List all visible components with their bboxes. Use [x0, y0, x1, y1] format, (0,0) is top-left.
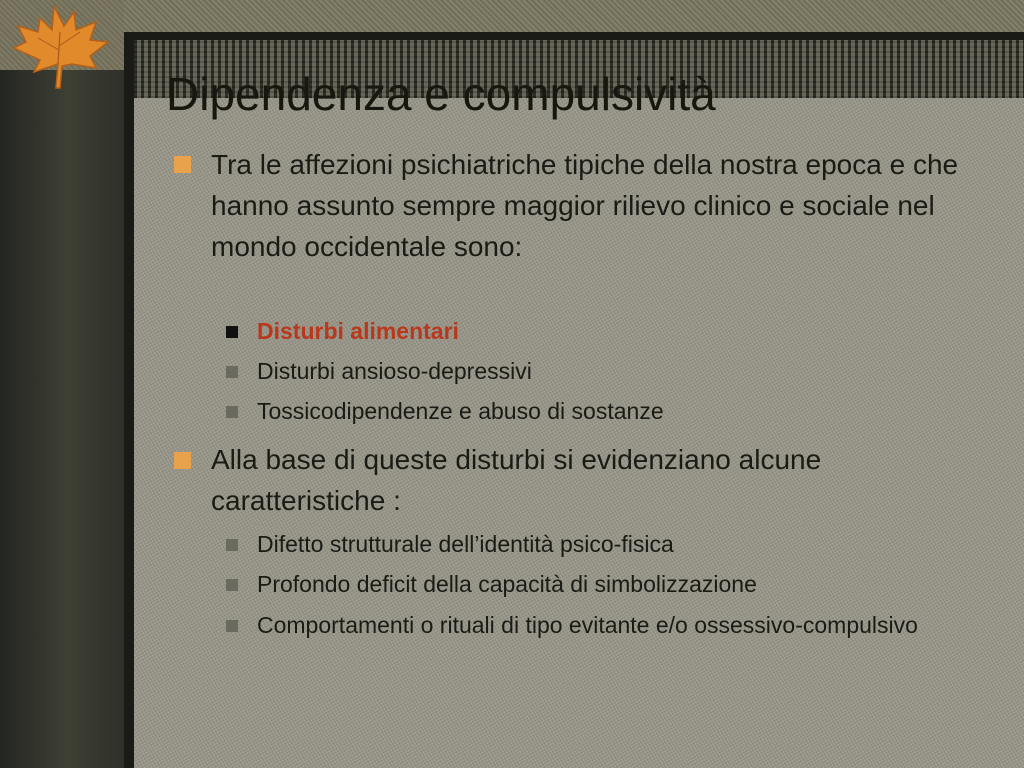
sub-bullet-square-icon [226, 366, 238, 378]
sub-bullet-square-icon [226, 620, 238, 632]
sub-bullet-text: Comportamenti o rituali di tipo evitante e/o ossessivo-compulsivo [257, 612, 918, 638]
sub-bullet-square-icon [226, 579, 238, 591]
maple-leaf-icon [4, 2, 112, 92]
bullet-text: Alla base di queste disturbi si evidenziano alcune caratteristiche : [211, 444, 822, 516]
top-decorative-band [124, 0, 1024, 32]
sub-bullet-text: Tossicodipendenze e abuso di sostanze [257, 398, 664, 424]
sub-bullet-square-icon [226, 406, 238, 418]
slide-title: Dipendenza e compulsività [166, 68, 716, 120]
sub-bullet-text: Difetto strutturale dell’identità psico-fisica [257, 531, 674, 557]
sub-bullet-text: Disturbi ansioso-depressivi [257, 358, 532, 384]
sub-bullet-text: Profondo deficit della capacità di simbolizzazione [257, 571, 757, 597]
sub-bullet-square-icon [226, 326, 238, 338]
bullet-square-icon [174, 156, 191, 173]
sub-bullet-square-icon [226, 539, 238, 551]
left-decorative-stripe [0, 70, 124, 768]
bullet-square-icon [174, 452, 191, 469]
bullet-text: Tra le affezioni psichiatriche tipiche della nostra epoca e che hanno assunto sempre maggior rilievo clinico e sociale nel mondo occidentale sono: [211, 149, 959, 262]
sub-bullet-text-emphasized: Disturbi alimentari [257, 318, 459, 344]
